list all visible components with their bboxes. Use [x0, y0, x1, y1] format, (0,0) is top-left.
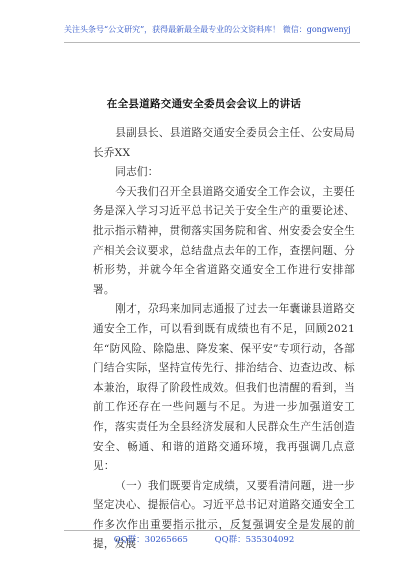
paragraph-2: 刚才，尕玛来加同志通报了过去一年囊谦县道路交通安全工作，可以看到既有成绩也有不足，回顾2021年“防风险、除隐患、降发案、保平安”专项行动，各部门结合实际，坚持宣传先行、排治结合、边查边改、标本兼治，取得了阶段性成效。但我们也清醒的看到，当前工作还存在一些问题与不足。为进一步加强道安工作，落实责任为全县经济发展和人民群众生产生活创造安全、畅通、和谐的道路交通环境，我再强调几点意见： [93, 303, 355, 473]
footer-qq-group-1: QQ群：30265665 [113, 535, 188, 545]
speaker-line: 县副县长、县道路交通安全委员会主任、公安局局长乔XX [93, 127, 355, 159]
footer [0, 533, 408, 545]
promo-banner: 关注头条号“公文研究”，获得最新最全最专业的公文资料库！ 微信：gongwenyj [64, 25, 351, 34]
document-body [93, 124, 355, 555]
footer-divider [64, 530, 360, 531]
paragraph-3: （一）我们既要肯定成绩，又要看清问题，进一步坚定决心、提振信心。习近平总书记对道路交通安全工作多次作出重要指示批示，反复强调安全是发展的前提，发展 [93, 479, 355, 551]
footer-qq-group-2: QQ群：535304092 [214, 535, 295, 545]
salutation: 同志们： [115, 166, 159, 179]
header-divider [64, 42, 360, 43]
paragraph-1: 今天我们召开全县道路交通安全工作会议，主要任务是深入学习习近平总书记关于安全生产的重要论述、批示指示精神，贯彻落实国务院和省、州安委会安全生产相关会议要求，总结盘点去年的工作，查摆问题、分析形势，并就今年全省道路交通安全工作进行安排部署。 [93, 185, 355, 296]
document-title: 在全县道路交通安全委员会会议上的讲话 [106, 98, 302, 110]
